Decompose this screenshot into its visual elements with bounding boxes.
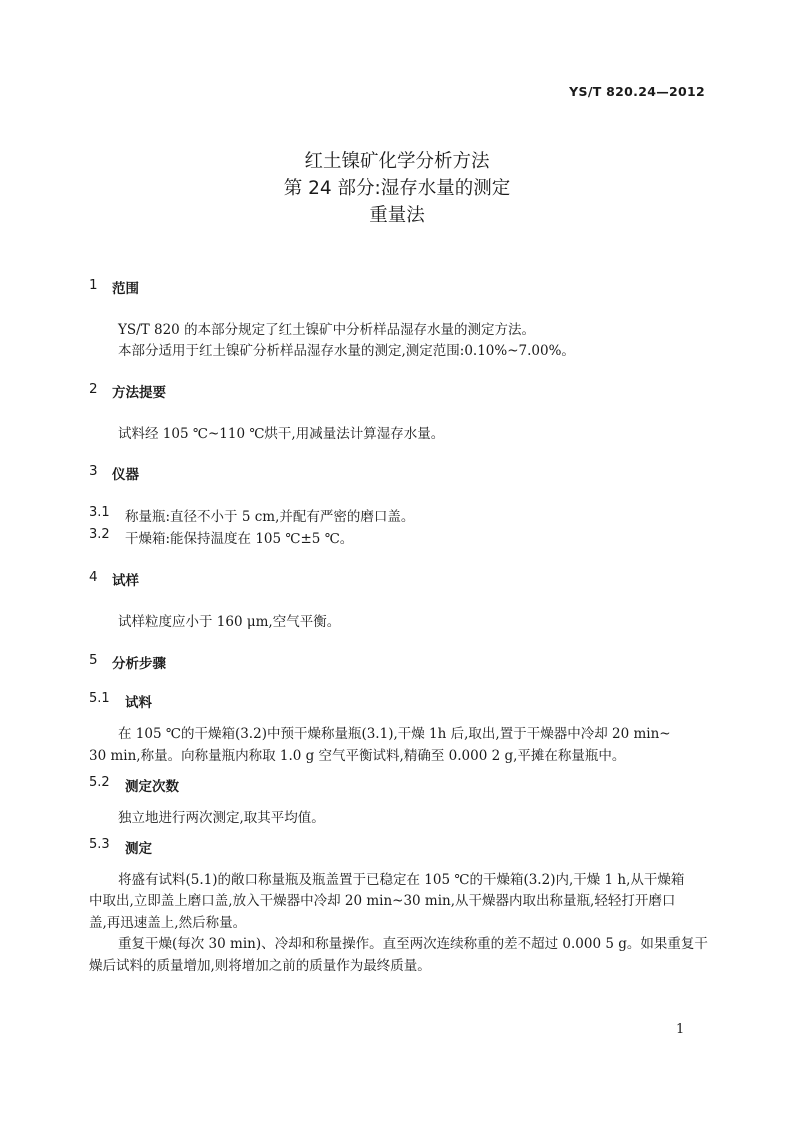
section-2-heading: 方法提要 [112,385,166,401]
subsection-5-1-line-2: 30 min,称量。向称量瓶内称取 1.0 g 空气平衡试料,精确至 0.000 2 g,平摊在称量瓶中。 [89,748,626,764]
title-line-3: 重量法 [369,205,425,226]
subsection-5-1-number: 5.1 [89,691,110,706]
subsection-5-2-line-1: 独立地进行两次测定,取其平均值。 [118,810,325,826]
section-4-number: 4 [89,569,98,585]
document-title [0,148,794,229]
standard-code: YS/T 820.24—2012 [569,84,705,99]
subsection-5-2-heading: 测定次数 [125,779,179,795]
subsection-5-3-heading: 测定 [125,841,152,857]
subsection-5-3-line-4: 重复干燥(每次 30 min)、冷却和称量操作。直至两次连续称重的差不超过 0.000 5 g。如果重复干 [118,936,708,952]
subsection-5-1-line-1: 在 105 ℃的干燥箱(3.2)中预干燥称量瓶(3.1),干燥 1h 后,取出,置于干燥器中冷却 20 min~ [118,726,671,742]
section-1-number: 1 [89,277,98,293]
section-2-paragraph-1: 试料经 105 ℃~110 ℃烘干,用减量法计算湿存水量。 [118,426,445,442]
page-number: 1 [676,1022,685,1037]
subsection-5-3-number: 5.3 [89,837,110,852]
title-line-2: 第 24 部分:湿存水量的测定 [283,178,511,199]
subsection-5-3-line-5: 燥后试料的质量增加,则将增加之前的质量作为最终质量。 [89,958,431,974]
section-1-paragraph-1: YS/T 820 的本部分规定了红土镍矿中分析样品湿存水量的测定方法。 [118,322,536,338]
subsection-5-3-line-3: 盖,再迅速盖上,然后称量。 [89,915,247,931]
subsection-5-3-line-2: 中取出,立即盖上磨口盖,放入干燥器中冷却 20 min~30 min,从干燥器内取出称量瓶,轻轻打开磨口 [89,893,676,909]
section-2-number: 2 [89,381,98,397]
section-3-heading: 仪器 [112,467,139,483]
section-4-paragraph-1: 试样粒度应小于 160 μm,空气平衡。 [118,614,341,630]
section-3-number: 3 [89,463,98,479]
subsection-5-3-line-1: 将盛有试料(5.1)的敞口称量瓶及瓶盖置于已稳定在 105 ℃的干燥箱(3.2)内,干燥 1 h,从干燥箱 [118,872,685,888]
title-line-1: 红土镍矿化学分析方法 [304,151,490,172]
section-5-heading: 分析步骤 [112,656,166,672]
item-3-1-text: 称量瓶:直径不小于 5 cm,并配有严密的磨口盖。 [125,509,415,525]
item-3-2-number: 3.2 [89,527,110,542]
section-1-paragraph-2: 本部分适用于红土镍矿分析样品湿存水量的测定,测定范围:0.10%~7.00%。 [118,343,575,359]
subsection-5-1-heading: 试料 [125,695,152,711]
section-1-heading: 范围 [112,281,139,297]
section-4-heading: 试样 [112,573,139,589]
section-5-number: 5 [89,652,98,668]
item-3-2-text: 干燥箱:能保持温度在 105 ℃±5 ℃。 [125,531,354,547]
item-3-1-number: 3.1 [89,505,110,520]
subsection-5-2-number: 5.2 [89,775,110,790]
